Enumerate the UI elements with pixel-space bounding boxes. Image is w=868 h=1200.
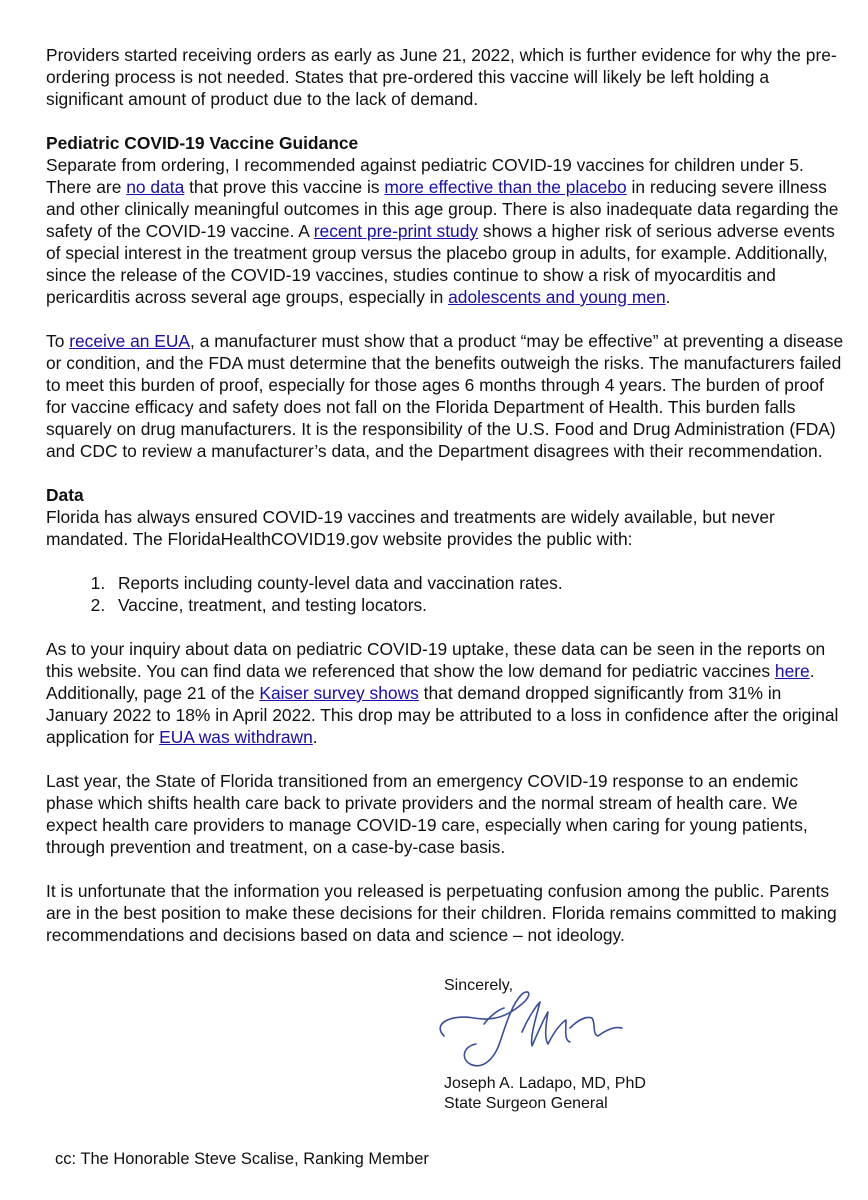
preprint-study-link[interactable]: recent pre-print study: [313, 221, 479, 241]
pediatric-paragraph: Separate from ordering, I recommended against pediatric COVID-19 vaccines for children under 5. There are no data that prove this vaccine is more effective than the placebo in reducing severe illness and other clinically meaningful outcomes in this age group. There is also inadequate data regarding the safety of the COVID-19 vaccine. A recent pre-print study shows a higher risk of serious adverse events of special interest in the treatment group versus the placebo group in adults, for example. Additionally, since the release of the COVID-19 vaccines, studies continue to show a risk of myocarditis and pericarditis across several age groups, especially in adolescents and young men.: [46, 155, 839, 307]
sincerely-text: Sincerely,: [444, 977, 514, 994]
resource-list: [46, 572, 846, 616]
list-item: 2. Vaccine, treatment, and testing locators.: [110, 594, 846, 616]
data-heading: Data: [46, 485, 84, 505]
signer-title: State Surgeon General: [444, 1095, 608, 1112]
signer-name: Joseph A. Ladapo, MD, PhD: [444, 1075, 646, 1092]
list-item: 1. Reports including county-level data and vaccination rates.: [110, 572, 846, 594]
eua-withdrawn-link[interactable]: EUA was withdrawn: [159, 727, 313, 747]
here-link[interactable]: here: [774, 661, 810, 681]
cc-line: cc: The Honorable Steve Scalise, Ranking Member: [55, 1150, 429, 1168]
signature-image: [426, 984, 646, 1074]
no-data-link[interactable]: no data: [126, 177, 185, 197]
intro-paragraph: Providers started receiving orders as early as June 21, 2022, which is further evidence for why the pre-ordering process is not needed. States that pre-ordered this vaccine will likely be left holding a significant amount of product due to the lack of demand.: [46, 45, 837, 109]
closing-paragraph: It is unfortunate that the information you released is perpetuating confusion among the public. Parents are in the best position to make these decisions for their children. Florida remains committed to making recommendations and decisions based on data and science – not ideology.: [46, 881, 837, 945]
last-year-paragraph: Last year, the State of Florida transitioned from an emergency COVID-19 response to an endemic phase which shifts health care back to private providers and the normal stream of health care. We expect health care providers to manage COVID-19 care, especially when caring for young patients, through prevention and treatment, on a case-by-case basis.: [46, 771, 808, 857]
uptake-paragraph: As to your inquiry about data on pediatric COVID-19 uptake, these data can be seen in the reports on this website. You can find data we referenced that show the low demand for pediatric vaccines here. Additionally, page 21 of the Kaiser survey shows that demand dropped significantly from 31% in January 2022 to 18% in April 2022. This drop may be attributed to a loss in confidence after the original application for EUA was withdrawn.: [46, 639, 839, 747]
eua-paragraph: To receive an EUA, a manufacturer must show that a product “may be effective” at preventing a disease or condition, and the FDA must determine that the benefits outweigh the risks. The manufacturers failed to meet this burden of proof, especially for those ages 6 months through 4 years. The burden of proof for vaccine efficacy and safety does not fall on the Florida Department of Health. This burden falls squarely on drug manufacturers. It is the responsibility of the U.S. Food and Drug Administration (FDA) and CDC to review a manufacturer’s data, and the Department disagrees with their recommendation.: [46, 331, 844, 461]
pediatric-heading: Pediatric COVID-19 Vaccine Guidance: [46, 133, 359, 153]
kaiser-survey-link[interactable]: Kaiser survey shows: [259, 683, 419, 703]
more-effective-link[interactable]: more effective than the placebo: [384, 177, 627, 197]
signature-block: [444, 976, 824, 1126]
adolescents-link[interactable]: adolescents and young men: [448, 287, 666, 307]
letter-body: [46, 44, 846, 968]
receive-eua-link[interactable]: receive an EUA: [69, 331, 191, 351]
data-intro-paragraph: Florida has always ensured COVID-19 vaccines and treatments are widely available, but never mandated. The FloridaHealthCOVID19.gov website provides the public with:: [46, 507, 775, 549]
